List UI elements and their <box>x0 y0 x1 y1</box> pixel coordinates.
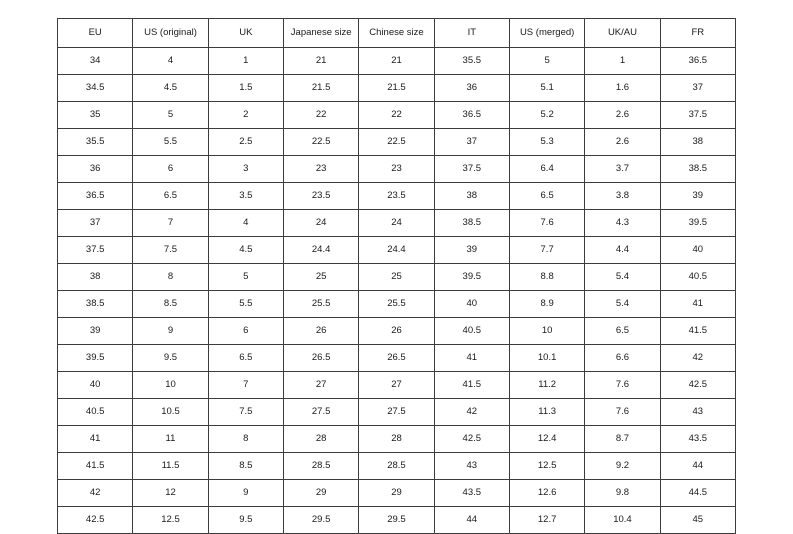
table-cell: 26.5 <box>283 345 358 372</box>
table-cell: 24 <box>283 210 358 237</box>
table-cell: 40 <box>434 291 509 318</box>
table-cell: 4.3 <box>585 210 660 237</box>
table-row <box>58 453 736 480</box>
table-cell: 22 <box>359 102 434 129</box>
column-header: US (original) <box>133 19 208 48</box>
table-cell: 2 <box>208 102 283 129</box>
table-cell: 23 <box>359 156 434 183</box>
table-cell: 36.5 <box>660 48 735 75</box>
table-cell: 39.5 <box>434 264 509 291</box>
table-cell: 36.5 <box>434 102 509 129</box>
table-cell: 6.5 <box>208 345 283 372</box>
table-row <box>58 48 736 75</box>
table-cell: 23.5 <box>283 183 358 210</box>
table-cell: 22 <box>283 102 358 129</box>
table-cell: 35.5 <box>434 48 509 75</box>
table-cell: 41 <box>660 291 735 318</box>
column-header: FR <box>660 19 735 48</box>
table-cell: 6 <box>133 156 208 183</box>
table-cell: 42.5 <box>434 426 509 453</box>
table-cell: 43.5 <box>434 480 509 507</box>
column-header: UK <box>208 19 283 48</box>
table-cell: 5.5 <box>133 129 208 156</box>
size-conversion-table <box>57 18 736 534</box>
table-cell: 6.5 <box>585 318 660 345</box>
table-cell: 7.7 <box>509 237 584 264</box>
table-row <box>58 102 736 129</box>
table-cell: 24.4 <box>283 237 358 264</box>
table-cell: 3.5 <box>208 183 283 210</box>
table-cell: 40 <box>58 372 133 399</box>
column-header: Japanese size <box>283 19 358 48</box>
table-cell: 36 <box>434 75 509 102</box>
table-cell: 5.2 <box>509 102 584 129</box>
table-cell: 26 <box>359 318 434 345</box>
table-cell: 10.5 <box>133 399 208 426</box>
table-cell: 41 <box>58 426 133 453</box>
table-row <box>58 291 736 318</box>
table-cell: 35 <box>58 102 133 129</box>
table-cell: 25 <box>283 264 358 291</box>
table-cell: 9 <box>208 480 283 507</box>
table-cell: 38.5 <box>58 291 133 318</box>
table-cell: 12.7 <box>509 507 584 534</box>
table-cell: 4 <box>133 48 208 75</box>
table-cell: 40.5 <box>660 264 735 291</box>
table-row <box>58 237 736 264</box>
table-cell: 37.5 <box>58 237 133 264</box>
table-cell: 2.6 <box>585 102 660 129</box>
table-cell: 44 <box>660 453 735 480</box>
table-cell: 9 <box>133 318 208 345</box>
table-cell: 7.6 <box>585 372 660 399</box>
table-cell: 25.5 <box>359 291 434 318</box>
table-cell: 43.5 <box>660 426 735 453</box>
table-cell: 12 <box>133 480 208 507</box>
column-header: EU <box>58 19 133 48</box>
table-cell: 37 <box>434 129 509 156</box>
table-header <box>58 19 736 48</box>
table-cell: 40 <box>660 237 735 264</box>
table-cell: 27.5 <box>283 399 358 426</box>
table-cell: 1.6 <box>585 75 660 102</box>
table-cell: 39 <box>660 183 735 210</box>
column-header: Chinese size <box>359 19 434 48</box>
table-cell: 12.6 <box>509 480 584 507</box>
table-cell: 11.3 <box>509 399 584 426</box>
table-cell: 21.5 <box>359 75 434 102</box>
table-cell: 36.5 <box>58 183 133 210</box>
table-cell: 29.5 <box>359 507 434 534</box>
table-cell: 11.5 <box>133 453 208 480</box>
table-cell: 5 <box>509 48 584 75</box>
table-cell: 6.5 <box>133 183 208 210</box>
table-cell: 6 <box>208 318 283 345</box>
table-cell: 8.7 <box>585 426 660 453</box>
table-cell: 9.2 <box>585 453 660 480</box>
table-cell: 3 <box>208 156 283 183</box>
table-cell: 37 <box>660 75 735 102</box>
table-cell: 7.6 <box>585 399 660 426</box>
table-header-row <box>58 19 736 48</box>
table-cell: 38 <box>58 264 133 291</box>
table-cell: 42 <box>434 399 509 426</box>
table-cell: 1 <box>585 48 660 75</box>
table-cell: 41 <box>434 345 509 372</box>
table-cell: 5.5 <box>208 291 283 318</box>
table-cell: 24.4 <box>359 237 434 264</box>
table-cell: 7 <box>133 210 208 237</box>
table-cell: 10 <box>509 318 584 345</box>
table-cell: 4 <box>208 210 283 237</box>
table-cell: 41.5 <box>434 372 509 399</box>
column-header: UK/AU <box>585 19 660 48</box>
table-cell: 21 <box>359 48 434 75</box>
table-cell: 29 <box>283 480 358 507</box>
table-cell: 28 <box>283 426 358 453</box>
table-cell: 4.4 <box>585 237 660 264</box>
table-cell: 42.5 <box>58 507 133 534</box>
table-cell: 45 <box>660 507 735 534</box>
table-cell: 42.5 <box>660 372 735 399</box>
table-cell: 37.5 <box>434 156 509 183</box>
table-cell: 9.5 <box>208 507 283 534</box>
table-cell: 25.5 <box>283 291 358 318</box>
table-cell: 11.2 <box>509 372 584 399</box>
table-cell: 12.5 <box>509 453 584 480</box>
table-cell: 8.5 <box>208 453 283 480</box>
table-row <box>58 345 736 372</box>
table-cell: 39 <box>434 237 509 264</box>
table-cell: 23 <box>283 156 358 183</box>
table-cell: 34.5 <box>58 75 133 102</box>
table-cell: 29 <box>359 480 434 507</box>
table-row <box>58 264 736 291</box>
table-cell: 42 <box>660 345 735 372</box>
table-cell: 6.4 <box>509 156 584 183</box>
table-cell: 7 <box>208 372 283 399</box>
table-cell: 10.4 <box>585 507 660 534</box>
table-cell: 43 <box>434 453 509 480</box>
table-cell: 24 <box>359 210 434 237</box>
table-cell: 39.5 <box>58 345 133 372</box>
table-cell: 21.5 <box>283 75 358 102</box>
table-cell: 28.5 <box>283 453 358 480</box>
table-cell: 26.5 <box>359 345 434 372</box>
table-cell: 37.5 <box>660 102 735 129</box>
table-cell: 35.5 <box>58 129 133 156</box>
table-cell: 28.5 <box>359 453 434 480</box>
table-cell: 6.6 <box>585 345 660 372</box>
table-cell: 7.5 <box>208 399 283 426</box>
table-cell: 5.4 <box>585 291 660 318</box>
table-cell: 12.4 <box>509 426 584 453</box>
table-cell: 28 <box>359 426 434 453</box>
table-row <box>58 372 736 399</box>
table-cell: 10 <box>133 372 208 399</box>
table-cell: 23.5 <box>359 183 434 210</box>
table-cell: 27 <box>283 372 358 399</box>
table-cell: 38.5 <box>660 156 735 183</box>
table-row <box>58 426 736 453</box>
table-row <box>58 129 736 156</box>
table-cell: 27.5 <box>359 399 434 426</box>
table-row <box>58 399 736 426</box>
table-cell: 12.5 <box>133 507 208 534</box>
table-cell: 36 <box>58 156 133 183</box>
table-cell: 4.5 <box>208 237 283 264</box>
table-cell: 22.5 <box>359 129 434 156</box>
table-row <box>58 156 736 183</box>
table-cell: 25 <box>359 264 434 291</box>
table-cell: 44 <box>434 507 509 534</box>
table-cell: 2.6 <box>585 129 660 156</box>
table-cell: 29.5 <box>283 507 358 534</box>
table-row <box>58 480 736 507</box>
table-cell: 34 <box>58 48 133 75</box>
table-cell: 5.4 <box>585 264 660 291</box>
table-cell: 9.5 <box>133 345 208 372</box>
table-cell: 9.8 <box>585 480 660 507</box>
table-cell: 7.5 <box>133 237 208 264</box>
table-cell: 37 <box>58 210 133 237</box>
table-cell: 5 <box>133 102 208 129</box>
table-cell: 8.8 <box>509 264 584 291</box>
column-header: US (merged) <box>509 19 584 48</box>
table-cell: 3.8 <box>585 183 660 210</box>
table-cell: 1 <box>208 48 283 75</box>
table-cell: 3.7 <box>585 156 660 183</box>
table-cell: 5.1 <box>509 75 584 102</box>
table-cell: 21 <box>283 48 358 75</box>
table-cell: 1.5 <box>208 75 283 102</box>
table-cell: 43 <box>660 399 735 426</box>
table-cell: 39 <box>58 318 133 345</box>
table-cell: 39.5 <box>660 210 735 237</box>
table-cell: 8.9 <box>509 291 584 318</box>
table-cell: 38.5 <box>434 210 509 237</box>
table-cell: 38 <box>660 129 735 156</box>
table-cell: 5.3 <box>509 129 584 156</box>
table-cell: 40.5 <box>434 318 509 345</box>
table-row <box>58 210 736 237</box>
table-cell: 41.5 <box>58 453 133 480</box>
table-cell: 2.5 <box>208 129 283 156</box>
table-cell: 26 <box>283 318 358 345</box>
table-cell: 27 <box>359 372 434 399</box>
table-body <box>58 48 736 534</box>
table-cell: 44.5 <box>660 480 735 507</box>
table-cell: 41.5 <box>660 318 735 345</box>
table-cell: 8 <box>133 264 208 291</box>
table-row <box>58 183 736 210</box>
table-row <box>58 318 736 345</box>
table-cell: 38 <box>434 183 509 210</box>
column-header: IT <box>434 19 509 48</box>
table-cell: 7.6 <box>509 210 584 237</box>
table-row <box>58 75 736 102</box>
table-cell: 5 <box>208 264 283 291</box>
table-cell: 10.1 <box>509 345 584 372</box>
table-row <box>58 507 736 534</box>
table-cell: 8.5 <box>133 291 208 318</box>
table-cell: 4.5 <box>133 75 208 102</box>
table-cell: 11 <box>133 426 208 453</box>
table-cell: 42 <box>58 480 133 507</box>
table-cell: 6.5 <box>509 183 584 210</box>
table-cell: 22.5 <box>283 129 358 156</box>
table-cell: 8 <box>208 426 283 453</box>
table-cell: 40.5 <box>58 399 133 426</box>
